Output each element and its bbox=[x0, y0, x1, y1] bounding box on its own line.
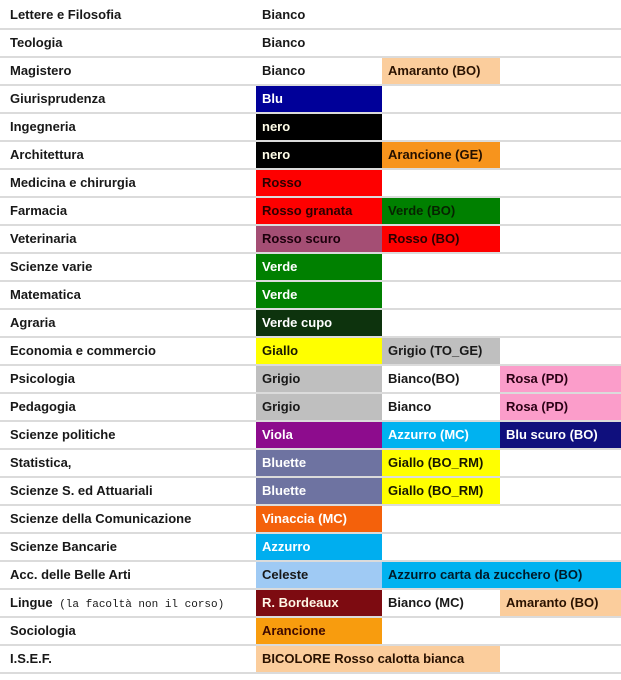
color-cell: Rosso (BO) bbox=[382, 226, 500, 252]
color-cell: Bianco bbox=[256, 2, 382, 28]
table-row bbox=[0, 226, 621, 254]
faculty-name-text: Matematica bbox=[10, 287, 81, 302]
color-cell: Rosso granata bbox=[256, 198, 382, 224]
color-cell: Verde cupo bbox=[256, 310, 382, 336]
faculty-name-text: Acc. delle Belle Arti bbox=[10, 567, 131, 582]
table-row bbox=[0, 2, 621, 30]
color-cell: Arancione (GE) bbox=[382, 142, 500, 168]
faculty-name-text: Teologia bbox=[10, 35, 63, 50]
table-row bbox=[0, 646, 621, 674]
faculty-name bbox=[0, 394, 256, 420]
color-cell: Grigio bbox=[256, 394, 382, 420]
table-row bbox=[0, 30, 621, 58]
color-cell: Blu scuro (BO) bbox=[500, 422, 621, 448]
color-cell: Grigio bbox=[256, 366, 382, 392]
color-cell: Giallo (BO_RM) bbox=[382, 450, 500, 476]
table-row bbox=[0, 58, 621, 86]
color-cell: Blu bbox=[256, 86, 382, 112]
faculty-name-text: Agraria bbox=[10, 315, 56, 330]
color-cell: Bianco (MC) bbox=[382, 590, 500, 616]
faculty-name-text: Farmacia bbox=[10, 203, 68, 218]
color-cell: Amaranto (BO) bbox=[382, 58, 500, 84]
faculty-name bbox=[0, 86, 256, 112]
color-cell: BICOLORE Rosso calotta bianca bbox=[256, 646, 500, 672]
faculty-name-text: Veterinaria bbox=[10, 231, 77, 246]
faculty-name-text: Architettura bbox=[10, 147, 84, 162]
faculty-name-text: Economia e commercio bbox=[10, 343, 156, 358]
faculty-name bbox=[0, 226, 256, 252]
color-cell: Azzurro bbox=[256, 534, 382, 560]
color-cell: Celeste bbox=[256, 562, 382, 588]
faculty-name bbox=[0, 58, 256, 84]
faculty-name bbox=[0, 282, 256, 308]
faculty-name bbox=[0, 562, 256, 588]
faculty-name-text: I.S.E.F. bbox=[10, 651, 52, 666]
table-row bbox=[0, 618, 621, 646]
color-cell: Vinaccia (MC) bbox=[256, 506, 382, 532]
faculty-name bbox=[0, 506, 256, 532]
table-row bbox=[0, 478, 621, 506]
table-row bbox=[0, 338, 621, 366]
color-cell: Bianco bbox=[382, 394, 500, 420]
table-row bbox=[0, 198, 621, 226]
faculty-name bbox=[0, 2, 256, 28]
color-cell: Azzurro carta da zucchero (BO) bbox=[382, 562, 621, 588]
faculty-name bbox=[0, 170, 256, 196]
table-row bbox=[0, 450, 621, 478]
table-row bbox=[0, 506, 621, 534]
faculty-name-text: Scienze S. ed Attuariali bbox=[10, 483, 153, 498]
color-cell: nero bbox=[256, 114, 382, 140]
faculty-name bbox=[0, 478, 256, 504]
color-cell: Azzurro (MC) bbox=[382, 422, 500, 448]
color-cell: Rosso bbox=[256, 170, 382, 196]
table-row bbox=[0, 394, 621, 422]
faculty-name bbox=[0, 198, 256, 224]
color-cell: Verde bbox=[256, 282, 382, 308]
faculty-name bbox=[0, 534, 256, 560]
faculty-name bbox=[0, 338, 256, 364]
faculty-name bbox=[0, 254, 256, 280]
faculty-name-text: Scienze politiche bbox=[10, 427, 116, 442]
faculty-name-note: (la facoltà non il corso) bbox=[52, 599, 225, 611]
table-row bbox=[0, 114, 621, 142]
faculty-name-text: Lettere e Filosofia bbox=[10, 7, 122, 22]
color-cell: Bianco bbox=[256, 30, 382, 56]
color-cell: Rosso scuro bbox=[256, 226, 382, 252]
faculty-name bbox=[0, 450, 256, 476]
color-cell: Rosa (PD) bbox=[500, 394, 621, 420]
faculty-name-text: Scienze della Comunicazione bbox=[10, 511, 192, 526]
faculty-name bbox=[0, 142, 256, 168]
faculty-name-text: Scienze Bancarie bbox=[10, 539, 117, 554]
faculty-name-text: Sociologia bbox=[10, 623, 76, 638]
color-cell: Bluette bbox=[256, 478, 382, 504]
color-cell: Bianco bbox=[256, 58, 382, 84]
faculty-name-text: Giurisprudenza bbox=[10, 91, 106, 106]
color-cell: Amaranto (BO) bbox=[500, 590, 621, 616]
table-row bbox=[0, 310, 621, 338]
faculty-name-text: Magistero bbox=[10, 63, 72, 78]
table-row bbox=[0, 422, 621, 450]
faculty-name-text: Psicologia bbox=[10, 371, 76, 386]
color-cell: Rosa (PD) bbox=[500, 366, 621, 392]
faculty-name bbox=[0, 590, 256, 616]
table-row bbox=[0, 170, 621, 198]
faculty-name bbox=[0, 30, 256, 56]
color-cell: Verde (BO) bbox=[382, 198, 500, 224]
table-row bbox=[0, 142, 621, 170]
faculty-name-text: Pedagogia bbox=[10, 399, 76, 414]
faculty-name-text: Medicina e chirurgia bbox=[10, 175, 136, 190]
table-row bbox=[0, 282, 621, 310]
table-row bbox=[0, 366, 621, 394]
table-row bbox=[0, 86, 621, 114]
color-cell: Bluette bbox=[256, 450, 382, 476]
color-cell: Giallo (BO_RM) bbox=[382, 478, 500, 504]
color-cell: Bianco(BO) bbox=[382, 366, 500, 392]
color-cell: Verde bbox=[256, 254, 382, 280]
faculty-name-text: Scienze varie bbox=[10, 259, 93, 274]
faculty-name bbox=[0, 310, 256, 336]
color-cell: Giallo bbox=[256, 338, 382, 364]
faculty-name bbox=[0, 114, 256, 140]
table-row bbox=[0, 534, 621, 562]
faculty-name bbox=[0, 646, 256, 672]
faculty-name bbox=[0, 618, 256, 644]
color-cell: R. Bordeaux bbox=[256, 590, 382, 616]
color-cell: Grigio (TO_GE) bbox=[382, 338, 500, 364]
faculty-name-text: Ingegneria bbox=[10, 119, 76, 134]
faculty-name-text: Statistica, bbox=[10, 455, 72, 470]
table-row bbox=[0, 590, 621, 618]
faculty-name bbox=[0, 366, 256, 392]
table-row bbox=[0, 254, 621, 282]
color-cell: Viola bbox=[256, 422, 382, 448]
faculty-name-text: Lingue bbox=[10, 595, 53, 610]
table-row bbox=[0, 562, 621, 590]
color-cell: nero bbox=[256, 142, 382, 168]
color-cell: Arancione bbox=[256, 618, 382, 644]
faculty-name bbox=[0, 422, 256, 448]
